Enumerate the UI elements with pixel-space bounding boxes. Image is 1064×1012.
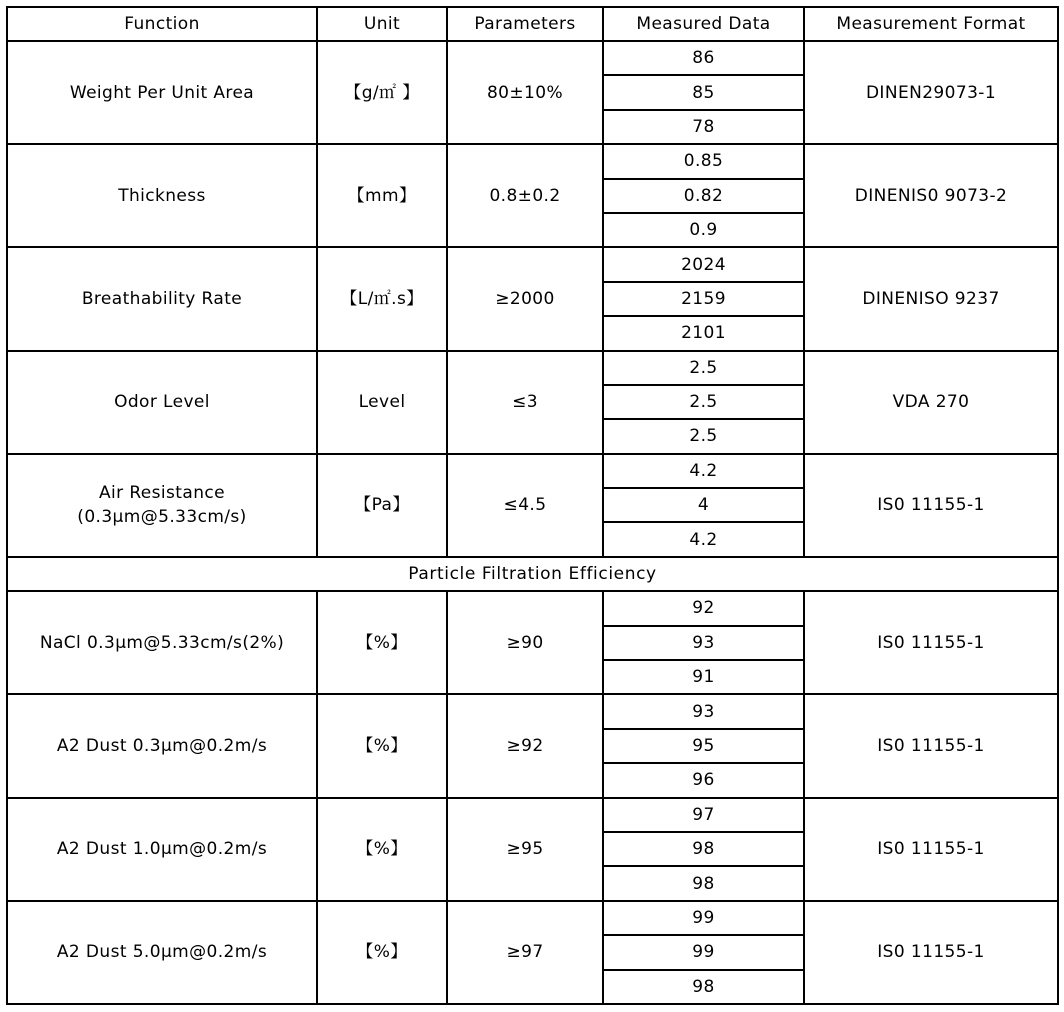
function-cell: Breathability Rate xyxy=(7,247,317,350)
measured-cell: 86 xyxy=(603,41,804,75)
measured-cell: 98 xyxy=(603,866,804,900)
measured-cell: 99 xyxy=(603,935,804,969)
measured-cell: 4.2 xyxy=(603,522,804,556)
function-cell: Odor Level xyxy=(7,351,317,454)
format-cell: VDA 270 xyxy=(804,351,1058,454)
table-row xyxy=(7,144,1058,178)
section-row xyxy=(7,557,1058,591)
measured-cell: 96 xyxy=(603,763,804,797)
table-row xyxy=(7,41,1058,75)
format-cell: DINEN29073-1 xyxy=(804,41,1058,144)
parameters-cell: ≤3 xyxy=(447,351,603,454)
format-cell: IS0 11155-1 xyxy=(804,694,1058,797)
unit-cell: 【g/㎡ 】 xyxy=(317,41,447,144)
parameters-cell: ≥95 xyxy=(447,798,603,901)
unit-cell: 【mm】 xyxy=(317,144,447,247)
unit-cell: 【Pa】 xyxy=(317,454,447,557)
header-parameters: Parameters xyxy=(447,7,603,41)
function-cell: Weight Per Unit Area xyxy=(7,41,317,144)
header-unit: Unit xyxy=(317,7,447,41)
format-cell: DINENISO 9237 xyxy=(804,247,1058,350)
parameters-cell: ≥90 xyxy=(447,591,603,694)
measured-cell: 93 xyxy=(603,694,804,728)
measured-cell: 2024 xyxy=(603,247,804,281)
measured-cell: 98 xyxy=(603,970,804,1004)
table-header-row xyxy=(7,7,1058,41)
table-row xyxy=(7,351,1058,385)
table-row xyxy=(7,798,1058,832)
measured-cell: 2.5 xyxy=(603,385,804,419)
specification-table xyxy=(6,6,1059,1005)
function-cell: NaCl 0.3μm@5.33cm/s(2%) xyxy=(7,591,317,694)
function-line-2: (0.3μm@5.33cm/s) xyxy=(77,507,247,528)
measured-cell: 2.5 xyxy=(603,419,804,453)
function-cell: A2 Dust 0.3μm@0.2m/s xyxy=(7,694,317,797)
measured-cell: 4 xyxy=(603,488,804,522)
measured-cell: 2101 xyxy=(603,316,804,350)
measured-cell: 95 xyxy=(603,729,804,763)
unit-cell: 【%】 xyxy=(317,591,447,694)
table-row xyxy=(7,694,1058,728)
measured-cell: 97 xyxy=(603,798,804,832)
header-function: Function xyxy=(7,7,317,41)
measured-cell: 4.2 xyxy=(603,454,804,488)
measured-cell: 2.5 xyxy=(603,351,804,385)
function-cell: A2 Dust 1.0μm@0.2m/s xyxy=(7,798,317,901)
format-cell: IS0 11155-1 xyxy=(804,901,1058,1004)
function-cell: A2 Dust 5.0μm@0.2m/s xyxy=(7,901,317,1004)
parameters-cell: 80±10% xyxy=(447,41,603,144)
measured-cell: 99 xyxy=(603,901,804,935)
format-cell: IS0 11155-1 xyxy=(804,454,1058,557)
measured-cell: 0.82 xyxy=(603,179,804,213)
function-cell: Thickness xyxy=(7,144,317,247)
measured-cell: 78 xyxy=(603,110,804,144)
table-row xyxy=(7,591,1058,625)
function-cell xyxy=(7,454,317,557)
table-row xyxy=(7,454,1058,488)
format-cell: DINENIS0 9073-2 xyxy=(804,144,1058,247)
measured-cell: 91 xyxy=(603,660,804,694)
parameters-cell: ≥92 xyxy=(447,694,603,797)
unit-cell: 【%】 xyxy=(317,798,447,901)
measured-cell: 0.9 xyxy=(603,213,804,247)
measured-cell: 85 xyxy=(603,75,804,109)
table-row xyxy=(7,901,1058,935)
unit-cell: 【%】 xyxy=(317,694,447,797)
parameters-cell: ≥2000 xyxy=(447,247,603,350)
measured-cell: 98 xyxy=(603,832,804,866)
unit-cell: 【%】 xyxy=(317,901,447,1004)
unit-cell: Level xyxy=(317,351,447,454)
measured-cell: 2159 xyxy=(603,282,804,316)
parameters-cell: ≥97 xyxy=(447,901,603,1004)
parameters-cell: ≤4.5 xyxy=(447,454,603,557)
measured-cell: 0.85 xyxy=(603,144,804,178)
format-cell: IS0 11155-1 xyxy=(804,798,1058,901)
function-line-1: Air Resistance xyxy=(99,483,225,504)
table-row xyxy=(7,247,1058,281)
parameters-cell: 0.8±0.2 xyxy=(447,144,603,247)
unit-cell: 【L/㎡.s】 xyxy=(317,247,447,350)
measured-cell: 92 xyxy=(603,591,804,625)
header-measurement-format: Measurement Format xyxy=(804,7,1058,41)
format-cell: IS0 11155-1 xyxy=(804,591,1058,694)
header-measured-data: Measured Data xyxy=(603,7,804,41)
measured-cell: 93 xyxy=(603,626,804,660)
section-title: Particle Filtration Efficiency xyxy=(7,557,1058,591)
